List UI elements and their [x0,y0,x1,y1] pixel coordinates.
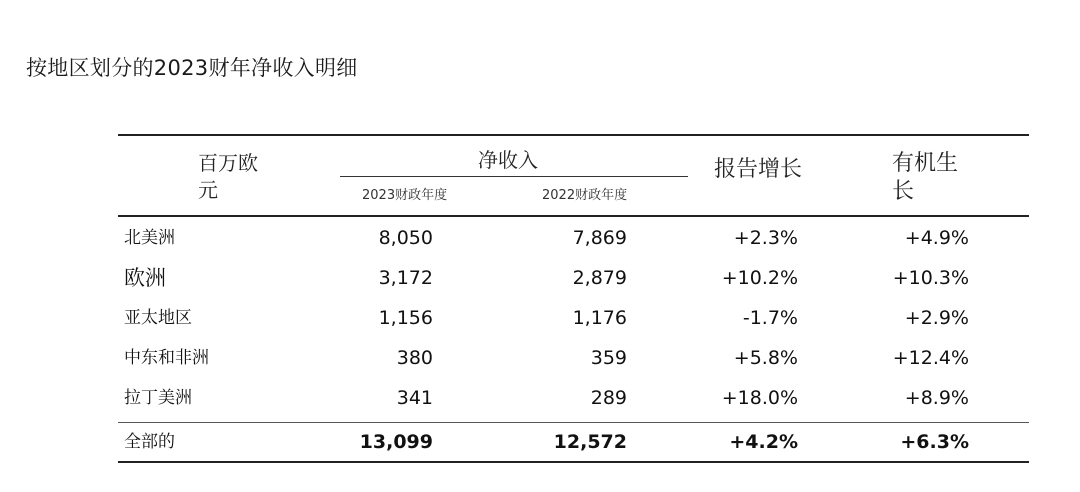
fy2023-cell: 3,172 [378,267,433,289]
organic-growth-cell: +4.9% [904,227,969,249]
unit-header-line1: 百万欧 [198,151,258,175]
organic-growth-cell: +12.4% [892,347,969,369]
table-row [118,298,1029,338]
organic-growth-cell: +10.3% [892,267,969,289]
reported-growth-cell: +18.0% [721,387,798,409]
organic-growth-cell: +2.9% [904,307,969,329]
total-row [118,422,1029,462]
table-row [118,378,1029,418]
total-reported-growth: +4.2% [729,431,798,453]
net-revenue-subheader-rule [340,176,688,177]
reported-growth-cell: +2.3% [733,227,798,249]
total-fy2023: 13,099 [359,431,433,453]
reported-growth-cell: +5.8% [733,347,798,369]
fy2023-header: 2023财政年度 [362,188,448,203]
table-row [118,258,1029,298]
fy2023-cell: 1,156 [378,307,433,329]
fy2023-cell: 341 [396,387,433,409]
unit-header-line2: 元 [198,178,218,202]
reported-growth-cell: -1.7% [742,307,798,329]
net-revenue-header: 净收入 [478,148,538,172]
table-row [118,218,1029,258]
region-cell: 拉丁美洲 [124,388,192,408]
reported-growth-header: 报告增长 [714,157,803,182]
organic-header-line1: 有机生 [892,151,959,176]
fy2022-cell: 2,879 [572,267,627,289]
fy2022-cell: 289 [590,387,627,409]
region-cell: 中东和非洲 [124,348,209,368]
fy2022-header: 2022财政年度 [542,188,628,203]
fy2022-cell: 1,176 [572,307,627,329]
region-cell: 欧洲 [124,266,166,290]
fy2022-cell: 7,869 [572,227,627,249]
total-label: 全部的 [124,432,175,452]
organic-growth-cell: +8.9% [904,387,969,409]
organic-header-line2: 长 [892,179,915,204]
reported-growth-cell: +10.2% [721,267,798,289]
region-cell: 亚太地区 [124,308,192,328]
total-organic-growth: +6.3% [900,431,969,453]
fy2023-cell: 8,050 [378,227,433,249]
table-row [118,338,1029,378]
fy2022-cell: 359 [590,347,627,369]
total-fy2022: 12,572 [553,431,627,453]
page-title: 按地区划分的2023财年净收入明细 [26,56,358,80]
unit-header [198,150,258,204]
table-top-rule [118,134,1029,136]
table-bottom-rule [118,461,1029,463]
header-bottom-rule [118,215,1029,217]
region-cell: 北美洲 [124,228,175,248]
fy2023-cell: 380 [396,347,433,369]
organic-growth-header [892,150,958,206]
